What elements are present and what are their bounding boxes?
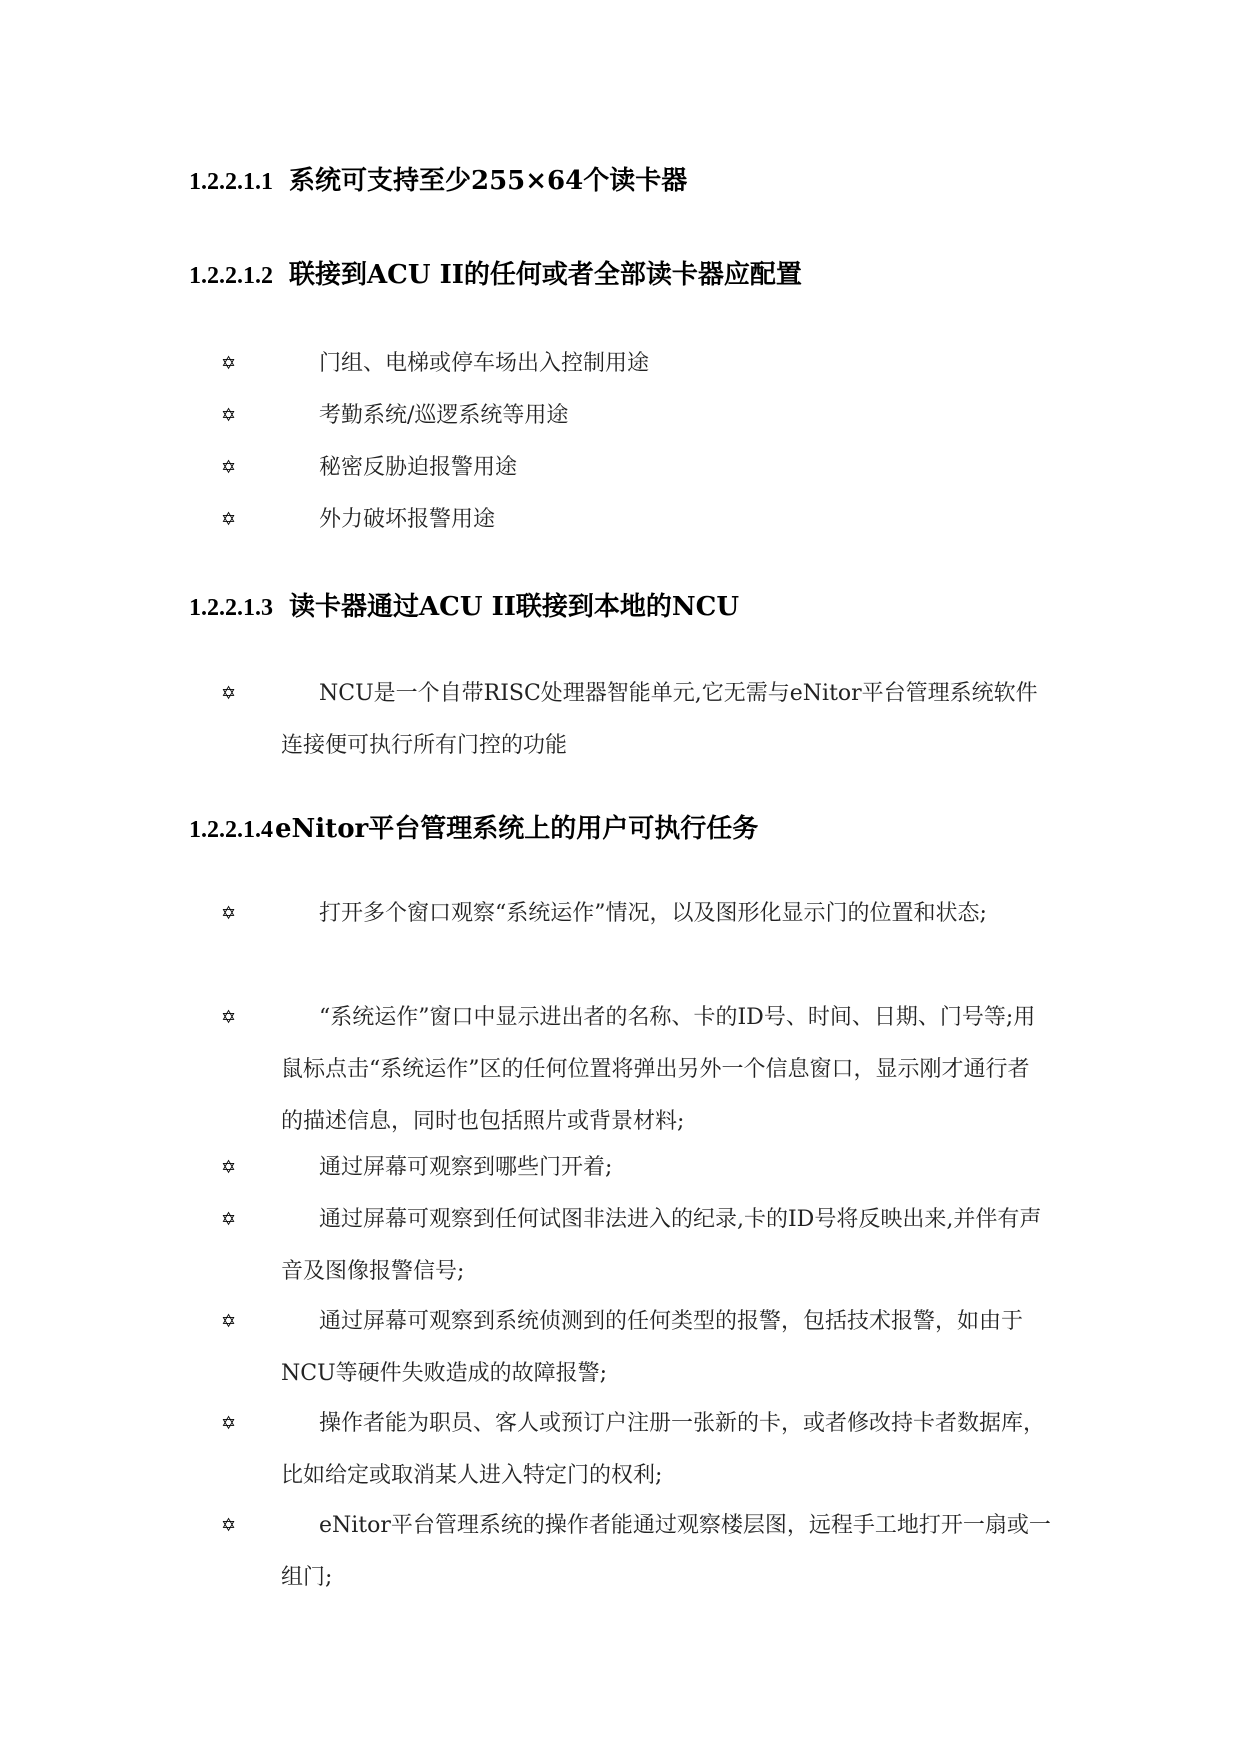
list-item [221,1296,1051,1400]
star-of-david-bullet-icon: ✡ [221,1515,237,1536]
section-title: eNitor平台管理系统上的用户可执行任务 [275,814,759,844]
star-of-david-bullet-icon: ✡ [221,509,237,530]
list-item-text: 通过屏幕可观察到系统侦测到的任何类型的报警，包括技术报警，如由于NCU等硬件失败造成的故障报警; [281,1309,1024,1386]
section-number: 1.2.2.1.2 [189,263,273,289]
star-of-david-bullet-icon: ✡ [221,1209,237,1230]
list-item-text: eNitor平台管理系统的操作者能通过观察楼层图，远程手工地打开一扇或一组门; [281,1513,1051,1590]
section-heading [189,590,739,625]
section-number: 1.2.2.1.4 [189,817,273,843]
star-of-david-bullet-icon: ✡ [221,1311,237,1332]
star-of-david-bullet-icon: ✡ [221,1157,237,1178]
star-of-david-bullet-icon: ✡ [221,903,237,924]
section-heading [189,164,687,199]
list-item [221,1500,1051,1604]
section-heading [189,812,758,847]
list-item-text: 通过屏幕可观察到任何试图非法进入的纪录,卡的ID号将反映出来,并伴有声音及图像报警信号; [281,1207,1042,1284]
list-item-text: NCU是一个自带RISC处理器智能单元,它无需与eNitor平台管理系统软件连接便可执行所有门控的功能 [281,681,1038,758]
list-item-text: 通过屏幕可观察到哪些门开着; [319,1155,613,1180]
list-item [221,1398,1051,1502]
list-item [221,1194,1051,1298]
section-heading [189,258,802,293]
section-title: 系统可支持至少255×64个读卡器 [289,166,688,196]
list-item-text: “系统运作”窗口中显示进出者的名称、卡的ID号、时间、日期、门号等;用鼠标点击“系统运作”区的任何位置将弹出另外一个信息窗口，显示刚才通行者的描述信息，同时也包括照片或背景材料; [281,1005,1036,1134]
list-item-text: 门组、电梯或停车场出入控制用途 [319,351,650,376]
star-of-david-bullet-icon: ✡ [221,405,237,426]
star-of-david-bullet-icon: ✡ [221,353,237,374]
section-number: 1.2.2.1.3 [189,595,273,621]
list-item-text: 考勤系统/巡逻系统等用途 [319,403,569,428]
list-item-text: 打开多个窗口观察“系统运作”情况，以及图形化显示门的位置和状态; [319,901,987,926]
section-title: 读卡器通过ACU II联接到本地的NCU [289,592,740,622]
star-of-david-bullet-icon: ✡ [221,683,237,704]
list-item [221,992,1051,1148]
list-item-text: 外力破坏报警用途 [319,507,496,532]
star-of-david-bullet-icon: ✡ [221,457,237,478]
list-item-text: 秘密反胁迫报警用途 [319,455,518,480]
section-title: 联接到ACU II的任何或者全部读卡器应配置 [289,260,802,290]
star-of-david-bullet-icon: ✡ [221,1413,237,1434]
list-item [221,668,1051,778]
list-item [221,888,1051,992]
section-number: 1.2.2.1.1 [189,169,273,195]
star-of-david-bullet-icon: ✡ [221,1007,237,1028]
list-item-text: 操作者能为职员、客人或预订户注册一张新的卡，或者修改持卡者数据库，比如给定或取消某人进入特定门的权利; [281,1411,1046,1488]
